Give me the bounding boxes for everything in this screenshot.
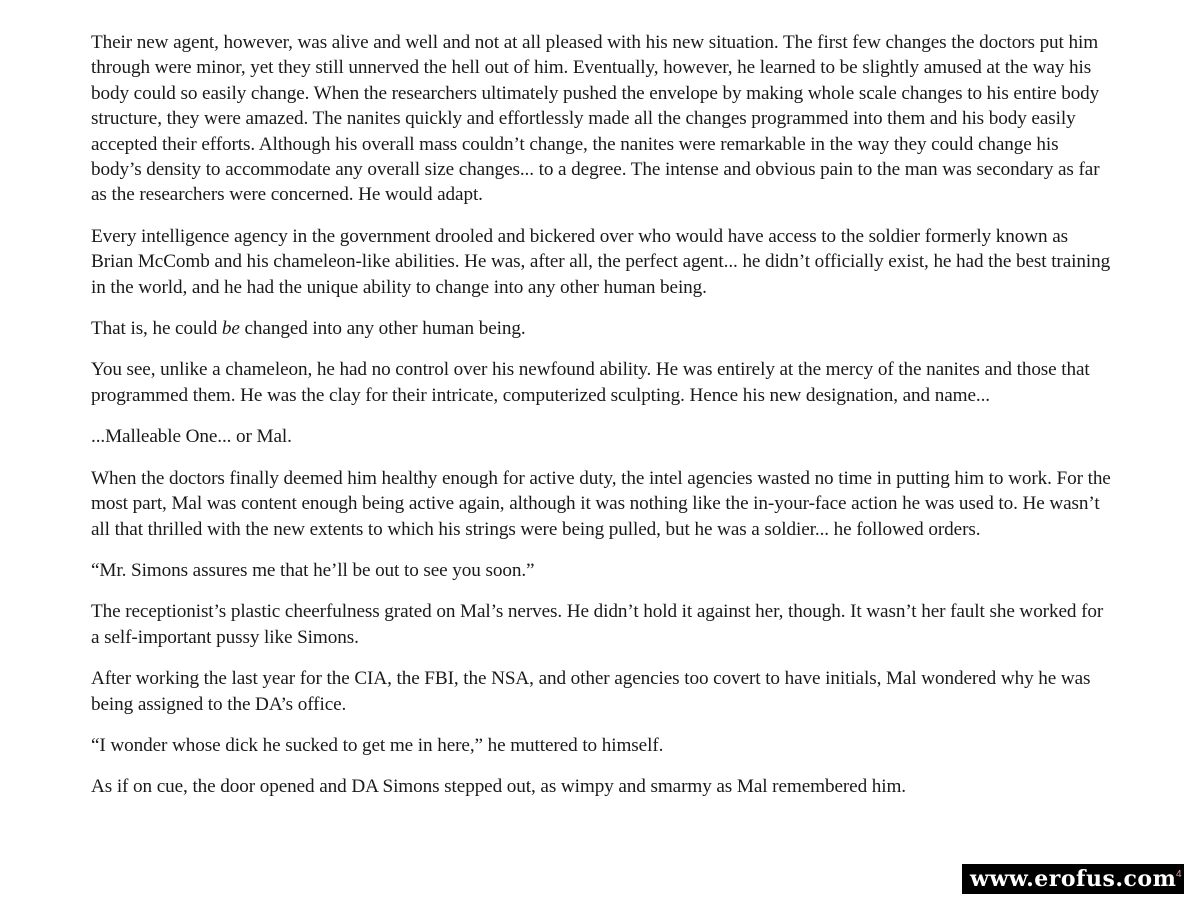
page-number: 4 bbox=[1176, 869, 1182, 880]
paragraph-1: Their new agent, however, was alive and well and not at all pleased with his new situation. The first few changes the doctors put him through were minor, yet they still unnerved the hell out of him. Eventually, however, he learned to be slightly amused at the way his body could so easily change. When the researchers ultimately pushed the envelope by making whole scale changes to his entire body structure, they were amazed. The nanites quickly and effortlessly made all the changes programmed into them and his body easily accepted their efforts. Although his overall mass couldn’t change, the nanites were remarkable in the way they could change his body’s density to accommodate any overall size changes... to a degree. The intense and obvious pain to the man was secondary as far as the researchers were concerned. He would adapt. bbox=[91, 32, 1100, 206]
paragraph-2: Every intelligence agency in the government drooled and bickered over who would have access to the soldier formerly known as Brian McComb and his chameleon-like abilities. He was, after all, the perfect agent... he didn’t officially exist, he had the best training in the world, and he had the unique ability to change into any other human being. bbox=[91, 225, 1111, 298]
paragraph-4: You see, unlike a chameleon, he had no control over his newfound ability. He was entirely at the mercy of the nanites and those that programmed them. He was the clay for their intricate, computerized sculpting. Hence his new designation, and name... bbox=[91, 359, 1090, 406]
paragraph-7: “Mr. Simons assures me that he’ll be out to see you soon.” bbox=[91, 559, 535, 581]
paragraph-11: As if on cue, the door opened and DA Simons stepped out, as wimpy and smarmy as Mal remembered him. bbox=[91, 776, 907, 798]
watermark: www.erofus.com bbox=[962, 864, 1184, 894]
paragraph-3-before: That is, he could bbox=[91, 318, 222, 340]
paragraph-3 bbox=[91, 316, 1111, 341]
paragraph-3-emphasis: be bbox=[221, 318, 240, 340]
paragraph-8: The receptionist’s plastic cheerfulness grated on Mal’s nerves. He didn’t hold it against her, though. It wasn’t her fault she worked for a self-important pussy like Simons. bbox=[91, 601, 1104, 648]
paragraph-6: When the doctors finally deemed him healthy enough for active duty, the intel agencies wasted no time in putting him to work. For the most part, Mal was content enough being active again, although it was nothing like the in-your-face action he was used to. He wasn’t all that thrilled with the new extents to which his strings were being pulled, but he was a soldier... he followed orders. bbox=[91, 467, 1111, 540]
paragraph-10: “I wonder whose dick he sucked to get me in here,” he muttered to himself. bbox=[91, 734, 664, 756]
paragraph-9: After working the last year for the CIA, the FBI, the NSA, and other agencies too covert to have initials, Mal wondered why he was being assigned to the DA’s office. bbox=[91, 668, 1091, 715]
paragraph-5: ...Malleable One... or Mal. bbox=[91, 426, 292, 448]
paragraph-3-after: changed into any other human being. bbox=[239, 318, 526, 340]
document-body bbox=[91, 30, 1111, 816]
